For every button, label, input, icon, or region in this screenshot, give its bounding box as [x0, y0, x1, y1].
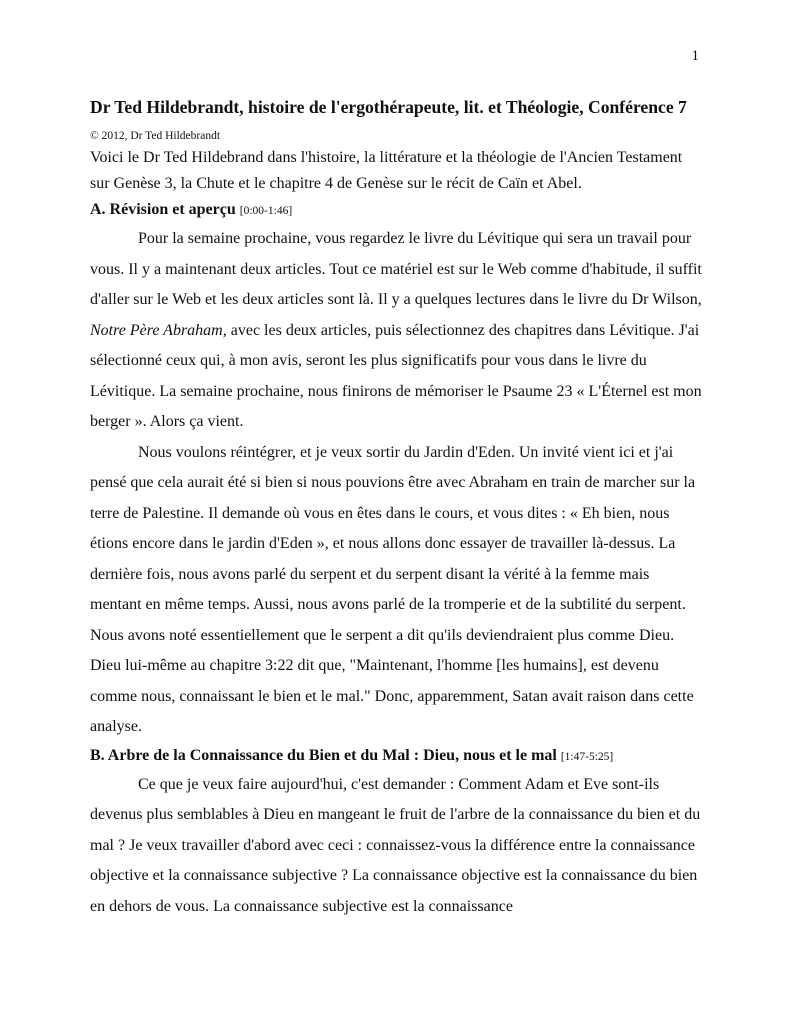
- paragraph-text: avec les deux articles, puis sélectionnez des chapitres dans Lévitique. J'ai sélectionné ceux qui, à mon avis, seront les plus significatifs pour vous dans le livre du Lévitique. La semaine prochaine, nous finirons de mémoriser le Psaume 23 « L'Éternel est mon berger ». Alors ça vient.: [90, 321, 702, 430]
- document-title: Dr Ted Hildebrandt, histoire de l'ergothérapeute, lit. et Théologie, Conférence 7: [90, 97, 687, 117]
- book-title-italic: Notre Père Abraham,: [90, 321, 227, 339]
- section-heading: [90, 743, 702, 770]
- section-timestamp: [0:00-1:46]: [239, 205, 293, 217]
- section-heading: [90, 197, 702, 224]
- paragraph-text: Pour la semaine prochaine, vous regardez le livre du Lévitique qui sera un travail pour vous. Il y a maintenant deux articles. Tout ce matériel est sur le Web comme d'habitude, il suffit d'aller sur le Web et les deux articles sont là. Il y a quelques lectures dans le livre du Dr Wilson,: [90, 230, 702, 308]
- intro-paragraph: Voici le Dr Ted Hildebrand dans l'histoire, la littérature et la théologie de l'Ancien Testament sur Genèse 3, la Chute et le chapitre 4 de Genèse sur le récit de Caïn et Abel.: [90, 149, 683, 192]
- section-heading-text: B. Arbre de la Connaissance du Bien et du Mal : Dieu, nous et le mal: [90, 746, 557, 764]
- paragraph-text: Ce que je veux faire aujourd'hui, c'est demander : Comment Adam et Eve sont-ils devenus plus semblables à Dieu en mangeant le fruit de l'arbre de la connaissance du bien et du mal ? Je veux travailler d'abord avec ceci : connaissez-vous la différence entre la connaissance objective et la connaissance subjective ? La connaissance objective est la connaissance du bien en dehors de vous. La connaissance subjective est la connaissance: [90, 775, 701, 915]
- document-body: [90, 92, 702, 922]
- body-paragraph: [90, 224, 702, 438]
- body-paragraph: [90, 438, 702, 743]
- page-number: 1: [691, 48, 699, 64]
- paragraph-text: Nous voulons réintégrer, et je veux sortir du Jardin d'Eden. Un invité vient ici et j'ai pensé que cela aurait été si bien si nous pouvions être avec Abraham en train de marcher sur la terre de Palestine. Il demande où vous en êtes dans le cours, et vous dites : « Eh bien, nous étions encore dans le jardin d'Eden », et nous allons donc essayer de travailler là-dessus. La dernière fois, nous avons parlé du serpent et du serpent disant la vérité à la femme mais mentant en même temps. Aussi, nous avons parlé de la tromperie et de la subtilité du serpent. Nous avons noté essentiellement que le serpent a dit qu'ils deviendraient plus comme Dieu. Dieu lui-même au chapitre 3:22 dit que, "Maintenant, l'homme [les humains], est devenu comme nous, connaissant le bien et le mal." Donc, apparemment, Satan avait raison dans cette analyse.: [90, 443, 696, 735]
- section-heading-text: A. Révision et aperçu: [90, 201, 236, 218]
- body-paragraph: [90, 770, 702, 923]
- copyright-notice: © 2012, Dr Ted Hildebrandt: [90, 130, 221, 142]
- section-timestamp: [1:47-5:25]: [560, 750, 614, 763]
